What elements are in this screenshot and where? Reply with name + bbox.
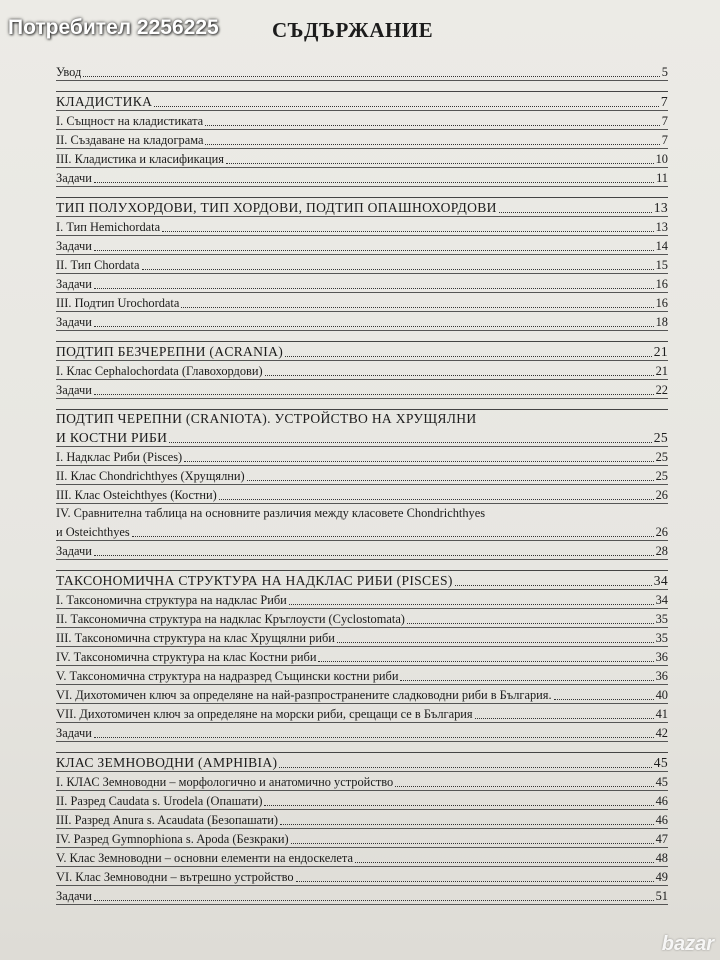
toc-page-number: 22 <box>655 383 668 397</box>
toc-entry[interactable] <box>56 62 668 81</box>
toc-section-heading[interactable] <box>56 571 668 590</box>
toc-entry-title: II. Разред Caudata s. Urodela (Опашати) <box>56 794 263 808</box>
toc-page-number: 25 <box>653 430 668 445</box>
toc-page-number: 35 <box>655 631 668 645</box>
dot-leader <box>94 326 654 327</box>
toc-page-number: 16 <box>655 296 668 310</box>
section-gap <box>56 81 668 91</box>
dot-leader <box>400 680 653 681</box>
toc-entry-title: VII. Дихотомичен ключ за определяне на морски риби, срещащи се в България <box>56 707 473 721</box>
toc-entry[interactable] <box>56 848 668 867</box>
dot-leader <box>169 442 652 443</box>
toc-page-number: 7 <box>660 94 668 109</box>
toc-entry[interactable] <box>56 810 668 829</box>
toc-entry-title: II. Таксономична структура на надклас Кръглоусти (Cyclostomata) <box>56 612 405 626</box>
toc-entry-title: I. Тип Hemichordata <box>56 220 161 234</box>
toc-entry-title: Задачи <box>56 315 92 329</box>
toc-page-number: 18 <box>655 315 668 329</box>
table-of-contents <box>56 62 668 905</box>
toc-entry[interactable] <box>56 867 668 886</box>
dot-leader <box>337 642 654 643</box>
section-gap <box>56 187 668 197</box>
toc-page-number: 25 <box>655 469 668 483</box>
dot-leader <box>285 356 652 357</box>
toc-entry[interactable] <box>56 149 668 168</box>
toc-entry-title: ТИП ПОЛУХОРДОВИ, ТИП ХОРДОВИ, ПОДТИП ОПАШНОХОРДОВИ <box>56 200 497 215</box>
toc-entry[interactable] <box>56 466 668 485</box>
toc-entry-title: IV. Разред Gymnophiona s. Apoda (Безкраки) <box>56 832 289 846</box>
toc-page-number: 41 <box>655 707 668 721</box>
toc-section <box>56 341 668 399</box>
dot-leader <box>162 231 653 232</box>
toc-entry[interactable] <box>56 236 668 255</box>
toc-section-heading[interactable] <box>56 342 668 361</box>
toc-entry[interactable] <box>56 255 668 274</box>
toc-entry-title: V. Клас Земноводни – основни елементи на ендоскелета <box>56 851 353 865</box>
toc-entry-title: VI. Дихотомичен ключ за определяне на най-разпространените сладководни риби в България. <box>56 688 552 702</box>
toc-page-number: 40 <box>655 688 668 702</box>
toc-page-number: 7 <box>661 114 668 128</box>
toc-entry[interactable] <box>56 274 668 293</box>
toc-entry-title: ТАКСОНОМИЧНА СТРУКТУРА НА НАДКЛАС РИБИ (PISCES) <box>56 573 453 588</box>
dot-leader <box>296 881 654 882</box>
dot-leader <box>280 824 654 825</box>
toc-entry-title: КЛАДИСТИКА <box>56 94 153 109</box>
dot-leader <box>205 144 659 145</box>
toc-section <box>56 409 668 560</box>
toc-page-number: 28 <box>655 544 668 558</box>
dot-leader <box>264 805 653 806</box>
toc-entry[interactable] <box>56 447 668 466</box>
dot-leader <box>318 661 653 662</box>
toc-entry-title: Задачи <box>56 544 92 558</box>
toc-page-number: 16 <box>655 277 668 291</box>
toc-entry[interactable] <box>56 704 668 723</box>
toc-page-number: 13 <box>653 200 668 215</box>
toc-entry[interactable] <box>56 772 668 791</box>
dot-leader <box>94 737 654 738</box>
toc-page-number: 10 <box>655 152 668 166</box>
toc-page-number: 26 <box>655 488 668 502</box>
dot-leader <box>226 163 654 164</box>
toc-page-number: 34 <box>653 573 668 588</box>
dot-leader <box>265 375 654 376</box>
toc-entry-title: II. Създаване на кладограма <box>56 133 204 147</box>
toc-page-number: 25 <box>655 450 668 464</box>
toc-entry[interactable] <box>56 791 668 810</box>
toc-entry-title: III. Клас Osteichthyes (Костни) <box>56 488 217 502</box>
toc-entry-title: I. Клас Cephalochordata (Главохордови) <box>56 364 263 378</box>
toc-page-number: 49 <box>655 870 668 884</box>
dot-leader <box>205 125 660 126</box>
toc-entry[interactable] <box>56 504 668 541</box>
toc-page-number: 36 <box>655 650 668 664</box>
toc-page-number: 14 <box>655 239 668 253</box>
dot-leader <box>181 307 653 308</box>
toc-entry-title: Задачи <box>56 277 92 291</box>
toc-entry[interactable] <box>56 723 668 742</box>
toc-entry[interactable] <box>56 647 668 666</box>
dot-leader <box>219 499 654 500</box>
toc-page-number: 5 <box>661 65 668 79</box>
toc-entry-title: Задачи <box>56 889 92 903</box>
toc-entry[interactable] <box>56 685 668 704</box>
toc-page-number: 36 <box>655 669 668 683</box>
toc-page-number: 42 <box>655 726 668 740</box>
dot-leader <box>395 786 653 787</box>
dot-leader <box>83 76 660 77</box>
toc-entry-title-cont: И КОСТНИ РИБИ <box>56 430 168 445</box>
dot-leader <box>407 623 654 624</box>
dot-leader <box>247 480 654 481</box>
dot-leader <box>94 250 654 251</box>
dot-leader <box>94 182 654 183</box>
toc-page-number: 51 <box>655 889 668 903</box>
toc-entry[interactable] <box>56 361 668 380</box>
toc-entry-title: V. Таксономична структура на надразред Същински костни риби <box>56 669 399 683</box>
toc-entry[interactable] <box>56 380 668 399</box>
dot-leader <box>279 767 651 768</box>
section-gap <box>56 742 668 752</box>
toc-entry[interactable] <box>56 829 668 848</box>
page-title: СЪДЪРЖАНИЕ <box>272 18 434 42</box>
toc-entry[interactable] <box>56 590 668 609</box>
toc-entry[interactable] <box>56 666 668 685</box>
toc-entry-title: II. Тип Chordata <box>56 258 140 272</box>
toc-entry[interactable] <box>56 168 668 187</box>
toc-entry[interactable] <box>56 541 668 560</box>
toc-entry[interactable] <box>56 312 668 331</box>
toc-page-number: 21 <box>655 364 668 378</box>
toc-section-heading[interactable] <box>56 753 668 772</box>
dot-leader <box>291 843 654 844</box>
dot-leader <box>554 699 654 700</box>
toc-section <box>56 62 668 81</box>
dot-leader <box>94 288 654 289</box>
toc-page-number: 34 <box>655 593 668 607</box>
toc-entry[interactable] <box>56 485 668 504</box>
dot-leader <box>455 585 652 586</box>
toc-section <box>56 752 668 905</box>
toc-page-number: 26 <box>655 525 668 539</box>
toc-section-heading[interactable] <box>56 410 668 447</box>
toc-page-number: 46 <box>655 813 668 827</box>
toc-entry-title: Задачи <box>56 239 92 253</box>
toc-entry-title: Задачи <box>56 726 92 740</box>
toc-entry-title: III. Кладистика и класификация <box>56 152 224 166</box>
toc-section-heading[interactable] <box>56 92 668 111</box>
toc-entry-title: IV. Сравнителна таблица на основните различия между класовете Chondrichthyes <box>56 506 486 520</box>
toc-entry[interactable] <box>56 609 668 628</box>
toc-entry-title: III. Таксономична структура на клас Хрущялни риби <box>56 631 335 645</box>
dot-leader <box>355 862 654 863</box>
toc-page-number: 13 <box>655 220 668 234</box>
toc-entry[interactable] <box>56 293 668 312</box>
toc-entry-title: I. Таксономична структура на надклас Риби <box>56 593 287 607</box>
toc-entry[interactable] <box>56 111 668 130</box>
toc-entry-title: VI. Клас Земноводни – вътрешно устройство <box>56 870 294 884</box>
toc-page-number: 46 <box>655 794 668 808</box>
section-gap <box>56 399 668 409</box>
dot-leader <box>154 106 659 107</box>
toc-entry-title: II. Клас Chondrichthyes (Хрущялни) <box>56 469 245 483</box>
toc-entry[interactable] <box>56 886 668 905</box>
toc-section <box>56 91 668 187</box>
section-gap <box>56 331 668 341</box>
toc-entry-title: I. Същност на кладистиката <box>56 114 204 128</box>
toc-entry-title: ПОДТИП ЧЕРЕПНИ (CRANIOTA). УСТРОЙСТВО НА ХРУЩЯЛНИ <box>56 411 477 426</box>
toc-entry-title: III. Разред Anura s. Acaudata (Безопашати) <box>56 813 278 827</box>
user-watermark: Потребител 2256225 <box>8 16 219 39</box>
toc-page-number: 45 <box>655 775 668 789</box>
dot-leader <box>94 394 654 395</box>
toc-section <box>56 197 668 331</box>
bazar-logo: bazar <box>661 933 714 955</box>
dot-leader <box>475 718 654 719</box>
toc-section <box>56 570 668 742</box>
toc-entry-title: ПОДТИП БЕЗЧЕРЕПНИ (ACRANIA) <box>56 344 284 359</box>
toc-page-number: 48 <box>655 851 668 865</box>
toc-entry-title: КЛАС ЗЕМНОВОДНИ (AMPHIBIA) <box>56 755 278 770</box>
dot-leader <box>289 604 654 605</box>
toc-entry-title: Увод <box>56 65 82 79</box>
dot-leader <box>499 212 652 213</box>
toc-section-heading[interactable] <box>56 198 668 217</box>
toc-entry-title: Задачи <box>56 171 92 185</box>
toc-entry-title: I. КЛАС Земноводни – морфологично и анатомично устройство <box>56 775 394 789</box>
dot-leader <box>94 555 654 556</box>
toc-page-number: 21 <box>653 344 668 359</box>
toc-entry[interactable] <box>56 130 668 149</box>
toc-entry-title: I. Надклас Риби (Pisces) <box>56 450 183 464</box>
dot-leader <box>94 900 654 901</box>
toc-page-number: 45 <box>653 755 668 770</box>
toc-entry-title: Задачи <box>56 383 92 397</box>
toc-page-number: 47 <box>655 832 668 846</box>
toc-page-number: 15 <box>655 258 668 272</box>
toc-entry[interactable] <box>56 628 668 647</box>
dot-leader <box>142 269 654 270</box>
dot-leader <box>184 461 653 462</box>
toc-page-number: 11 <box>656 171 668 185</box>
dot-leader <box>132 536 654 537</box>
toc-page-number: 7 <box>661 133 668 147</box>
toc-entry-title: IV. Таксономична структура на клас Костни риби <box>56 650 317 664</box>
section-gap <box>56 560 668 570</box>
toc-entry-title: III. Подтип Urochordata <box>56 296 180 310</box>
toc-page-number: 35 <box>655 612 668 626</box>
toc-entry-title-cont: и Osteichthyes <box>56 525 130 539</box>
toc-entry[interactable] <box>56 217 668 236</box>
